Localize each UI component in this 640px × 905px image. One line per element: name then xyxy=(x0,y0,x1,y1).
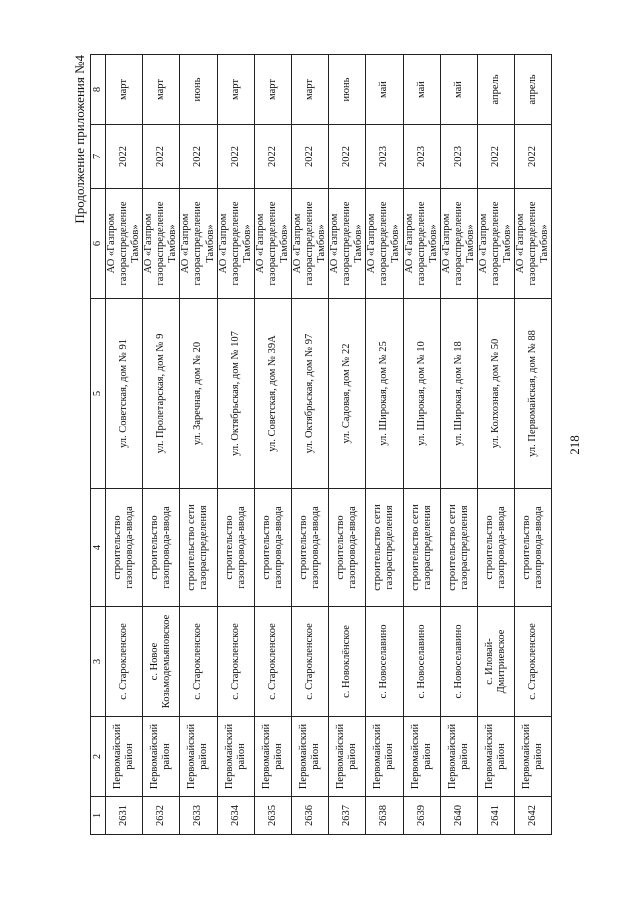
month-cell: март xyxy=(217,55,254,125)
organization-cell: АО «Газпром газораспределение Тамбов» xyxy=(440,189,477,299)
row-number-cell: 2633 xyxy=(180,797,217,835)
year-cell: 2022 xyxy=(515,125,552,189)
settlement-cell: с. Старокленское xyxy=(515,607,552,717)
organization-cell: АО «Газпром газораспределение Тамбов» xyxy=(515,189,552,299)
year-cell: 2023 xyxy=(440,125,477,189)
appendix-note: Продолжение приложения №4 xyxy=(72,55,87,224)
settlement-cell: с. Старокленское xyxy=(291,607,328,717)
month-cell: май xyxy=(366,55,403,125)
district-cell: Первомайский район xyxy=(403,717,440,797)
district-cell: Первомайский район xyxy=(254,717,291,797)
organization-cell: АО «Газпром газораспределение Тамбов» xyxy=(217,189,254,299)
settlement-cell: с. Новоселавино xyxy=(403,607,440,717)
settlement-cell: с. Новоселавино xyxy=(366,607,403,717)
month-cell: июнь xyxy=(180,55,217,125)
year-cell: 2022 xyxy=(143,125,180,189)
row-number-cell: 2636 xyxy=(291,797,328,835)
address-cell: ул. Пролетарская, дом № 9 xyxy=(143,299,180,489)
row-number-cell: 2637 xyxy=(329,797,366,835)
address-cell: ул. Советская, дом № 91 xyxy=(106,299,143,489)
district-cell: Первомайский район xyxy=(106,717,143,797)
month-cell: апрель xyxy=(477,55,514,125)
organization-cell: АО «Газпром газораспределение Тамбов» xyxy=(477,189,514,299)
address-cell: ул. Заречная, дом № 20 xyxy=(180,299,217,489)
organization-cell: АО «Газпром газораспределение Тамбов» xyxy=(254,189,291,299)
row-number-cell: 2635 xyxy=(254,797,291,835)
district-cell: Первомайский район xyxy=(515,717,552,797)
organization-cell: АО «Газпром газораспределение Тамбов» xyxy=(291,189,328,299)
month-cell: июнь xyxy=(329,55,366,125)
settlement-cell: с. Новоселавино xyxy=(440,607,477,717)
district-cell: Первомайский район xyxy=(291,717,328,797)
address-cell: ул. Широкая, дом № 25 xyxy=(366,299,403,489)
month-cell: март xyxy=(254,55,291,125)
row-number-cell: 2631 xyxy=(106,797,143,835)
row-number-cell: 2632 xyxy=(143,797,180,835)
work-type-cell: строительство газопровода-ввода xyxy=(329,489,366,607)
address-cell: ул. Советская, дом № 39А xyxy=(254,299,291,489)
table-row xyxy=(366,55,403,835)
column-header: 2 xyxy=(91,717,106,797)
row-number-cell: 2639 xyxy=(403,797,440,835)
year-cell: 2023 xyxy=(403,125,440,189)
column-header: 4 xyxy=(91,489,106,607)
organization-cell: АО «Газпром газораспределение Тамбов» xyxy=(106,189,143,299)
settlement-cell: с. Новоклёнское xyxy=(329,607,366,717)
page-number: 218 xyxy=(567,435,582,455)
organization-cell: АО «Газпром газораспределение Тамбов» xyxy=(403,189,440,299)
row-number-cell: 2638 xyxy=(366,797,403,835)
row-number-cell: 2634 xyxy=(217,797,254,835)
district-cell: Первомайский район xyxy=(180,717,217,797)
settlement-cell: с. Новое Козьмодемьяновское xyxy=(143,607,180,717)
table-row xyxy=(291,55,328,835)
district-cell: Первомайский район xyxy=(143,717,180,797)
settlement-cell: с. Старокленское xyxy=(254,607,291,717)
address-cell: ул. Садовая, дом № 22 xyxy=(329,299,366,489)
column-header: 7 xyxy=(91,125,106,189)
year-cell: 2022 xyxy=(217,125,254,189)
work-type-cell: строительство сети газораспределения xyxy=(180,489,217,607)
table-header xyxy=(91,55,106,835)
year-cell: 2022 xyxy=(291,125,328,189)
year-cell: 2022 xyxy=(329,125,366,189)
work-type-cell: строительство газопровода-ввода xyxy=(106,489,143,607)
column-header: 3 xyxy=(91,607,106,717)
table-row xyxy=(106,55,143,835)
table-row xyxy=(143,55,180,835)
table-row xyxy=(440,55,477,835)
work-type-cell: строительство газопровода-ввода xyxy=(515,489,552,607)
row-number-cell: 2641 xyxy=(477,797,514,835)
settlement-cell: с. Старокленское xyxy=(217,607,254,717)
table-row xyxy=(329,55,366,835)
work-type-cell: строительство сети газораспределения xyxy=(403,489,440,607)
month-cell: март xyxy=(106,55,143,125)
column-header: 5 xyxy=(91,299,106,489)
district-cell: Первомайский район xyxy=(217,717,254,797)
address-cell: ул. Широкая, дом № 18 xyxy=(440,299,477,489)
month-cell: апрель xyxy=(515,55,552,125)
year-cell: 2022 xyxy=(254,125,291,189)
work-type-cell: строительство сети газораспределения xyxy=(366,489,403,607)
address-cell: ул. Первомайская, дом № 88 xyxy=(515,299,552,489)
column-header: 6 xyxy=(91,189,106,299)
settlement-cell: с. Старокленское xyxy=(180,607,217,717)
organization-cell: АО «Газпром газораспределение Тамбов» xyxy=(329,189,366,299)
month-cell: май xyxy=(440,55,477,125)
table-row xyxy=(403,55,440,835)
organization-cell: АО «Газпром газораспределение Тамбов» xyxy=(180,189,217,299)
address-cell: ул. Октябрьская, дом № 97 xyxy=(291,299,328,489)
district-cell: Первомайский район xyxy=(477,717,514,797)
row-number-cell: 2640 xyxy=(440,797,477,835)
column-header: 1 xyxy=(91,797,106,835)
district-cell: Первомайский район xyxy=(329,717,366,797)
month-cell: март xyxy=(291,55,328,125)
month-cell: март xyxy=(143,55,180,125)
row-number-cell: 2642 xyxy=(515,797,552,835)
table-row xyxy=(217,55,254,835)
table-row xyxy=(180,55,217,835)
work-type-cell: строительство газопровода-ввода xyxy=(254,489,291,607)
organization-cell: АО «Газпром газораспределение Тамбов» xyxy=(366,189,403,299)
address-cell: ул. Колхозная, дом № 50 xyxy=(477,299,514,489)
header-row xyxy=(91,55,106,835)
table-row xyxy=(515,55,552,835)
rotated-document-page xyxy=(72,55,586,835)
work-type-cell: строительство газопровода-ввода xyxy=(291,489,328,607)
year-cell: 2022 xyxy=(180,125,217,189)
year-cell: 2022 xyxy=(477,125,514,189)
work-type-cell: строительство сети газораспределения xyxy=(440,489,477,607)
data-table xyxy=(90,54,552,835)
table-body xyxy=(106,55,552,835)
table-row xyxy=(254,55,291,835)
address-cell: ул. Широкая, дом № 10 xyxy=(403,299,440,489)
work-type-cell: строительство газопровода-ввода xyxy=(143,489,180,607)
settlement-cell: с. Старокленское xyxy=(106,607,143,717)
district-cell: Первомайский район xyxy=(440,717,477,797)
year-cell: 2022 xyxy=(106,125,143,189)
organization-cell: АО «Газпром газораспределение Тамбов» xyxy=(143,189,180,299)
work-type-cell: строительство газопровода-ввода xyxy=(477,489,514,607)
settlement-cell: с. Иловай-Дмитриевское xyxy=(477,607,514,717)
month-cell: май xyxy=(403,55,440,125)
column-header: 8 xyxy=(91,55,106,125)
table-row xyxy=(477,55,514,835)
year-cell: 2023 xyxy=(366,125,403,189)
district-cell: Первомайский район xyxy=(366,717,403,797)
work-type-cell: строительство газопровода-ввода xyxy=(217,489,254,607)
address-cell: ул. Октябрьская, дом № 107 xyxy=(217,299,254,489)
